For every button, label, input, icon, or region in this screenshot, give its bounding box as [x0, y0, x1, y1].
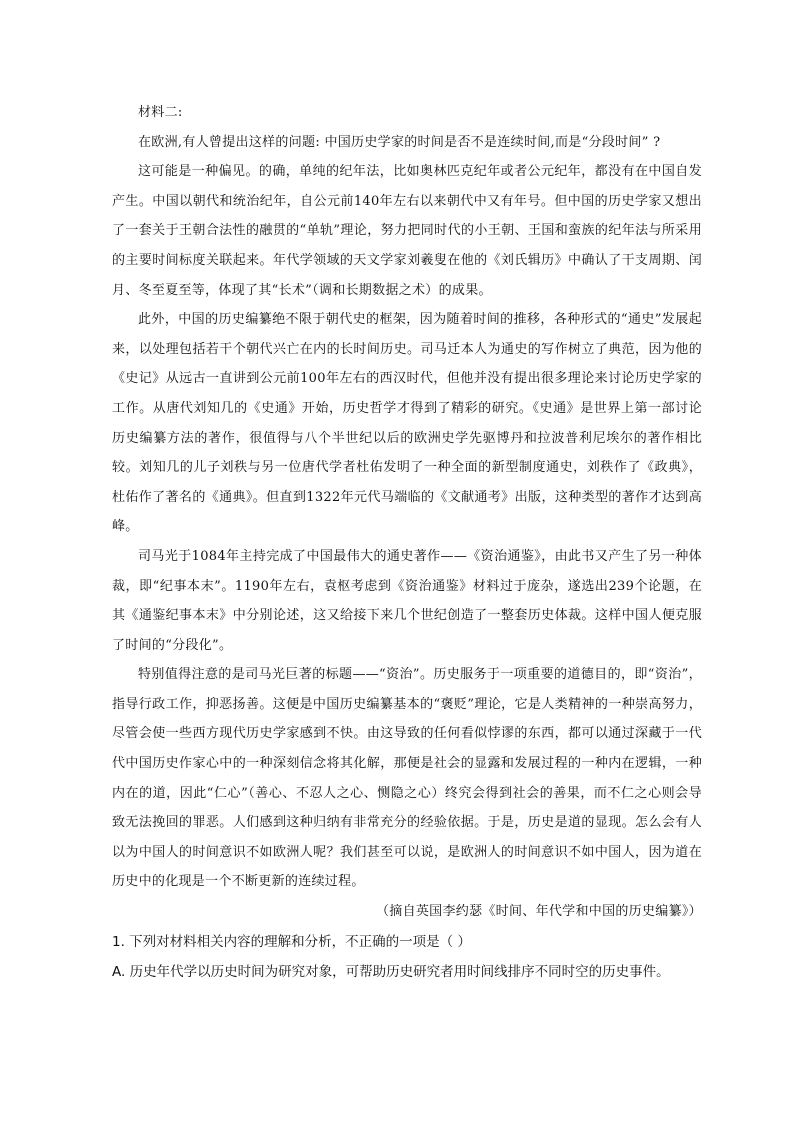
- question-1-stem: 1. 下列对材料相关内容的理解和分析，不正确的一项是（ ）: [112, 933, 471, 950]
- question-1-option-a: A. 历史年代学以历史时间为研究对象，可帮助历史研究者用时间线排序不同时空的历史事件。: [112, 963, 670, 980]
- material-heading: 材料二:: [138, 105, 183, 120]
- paragraph-2: 这可能是一种偏见。的确，单纯的纪年法，比如奥林匹克纪年或者公元纪年，都没有在中国自发产生。中国以朝代和统治纪年，自公元前140年左右以来朝代中又有年号。但中国的历史学家又想出了一套关于王朝合法性的融贯的“单轨”理论，努力把同时代的小王朝、王国和蛮族的纪年法与所采用的主要时间标度关联起来。年代学领域的天文学家刘羲叟在他的《刘氏辑历》中确认了干支周期、闰月、冬至夏至等，体现了其“长术”（调和长期数据之术）的成果。: [112, 164, 702, 298]
- paragraph-3: 此外，中国的历史编纂绝不限于朝代史的框架，因为随着时间的推移，各种形式的“通史”发展起来，以处理包括若干个朝代兴亡在内的长时间历史。司马迁本人为通史的写作树立了典范，因为他的《史记》从远古一直讲到公元前100年左右的西汉时代，但他并没有提出很多理论来讨论历史学家的工作。从唐代刘知几的《史通》开始，历史哲学才得到了精彩的研究。《史通》是世界上第一部讨论历史编纂方法的著作，很值得与八个半世纪以后的欧洲史学先驱博丹和拉波普利尼埃尔的著作相比较。刘知几的儿子刘秩与另一位唐代学者杜佑发明了一种全面的新型制度通史，刘秩作了《政典》，杜佑作了著名的《通典》。但直到1322年元代马端临的《文献通考》出版，这种类型的著作才达到高峰。: [112, 312, 702, 535]
- material-two: [112, 98, 702, 927]
- paragraph-4: 司马光于1084年主持完成了中国最伟大的通史著作——《资治通鉴》，由此书又产生了另一种体裁，即“纪事本末”。1190年左右，袁枢考虑到《资治通鉴》材料过于庞杂，遂选出239个论题，在其《通鉴纪事本末》中分别论述，这又给接下来几个世纪创造了一整套历史体裁。这样中国人便克服了时间的“分段化”。: [112, 548, 702, 653]
- document-page: [112, 98, 702, 987]
- paragraph-5: 特别值得注意的是司马光巨著的标题——“资治”。历史服务于一项重要的道德目的，即“资治”，指导行政工作，抑恶扬善。这便是中国历史编纂基本的“褒贬”理论，它是人类精神的一种崇高努力，尽管会使一些西方现代历史学家感到不快。由这导致的任何看似悖谬的东西，都可以通过深藏于一代代中国历史作家心中的一种深刻信念将其化解，那便是社会的显露和发展过程的一种内在逻辑，一种内在的道，因此“仁心”（善心、不忍人之心、恻隐之心）终究会得到社会的善果，而不仁之心则会导致无法挽回的罪恶。人们感到这种归纳有非常充分的经验依据。于是，历史是道的显现。怎么会有人以为中国人的时间意识不如欧洲人呢？我们甚至可以说，是欧洲人的时间意识不如中国人，因为道在历史中的化现是一个不断更新的连续过程。: [112, 667, 702, 890]
- paragraph-1: 在欧洲,有人曾提出这样的问题: 中国历史学家的时间是否不是连续时间,而是“分段时间” ?: [138, 134, 661, 150]
- source-citation: （摘自英国李约瑟《时间、年代学和中国的历史编纂》）: [375, 904, 702, 920]
- questions-section: [112, 927, 702, 987]
